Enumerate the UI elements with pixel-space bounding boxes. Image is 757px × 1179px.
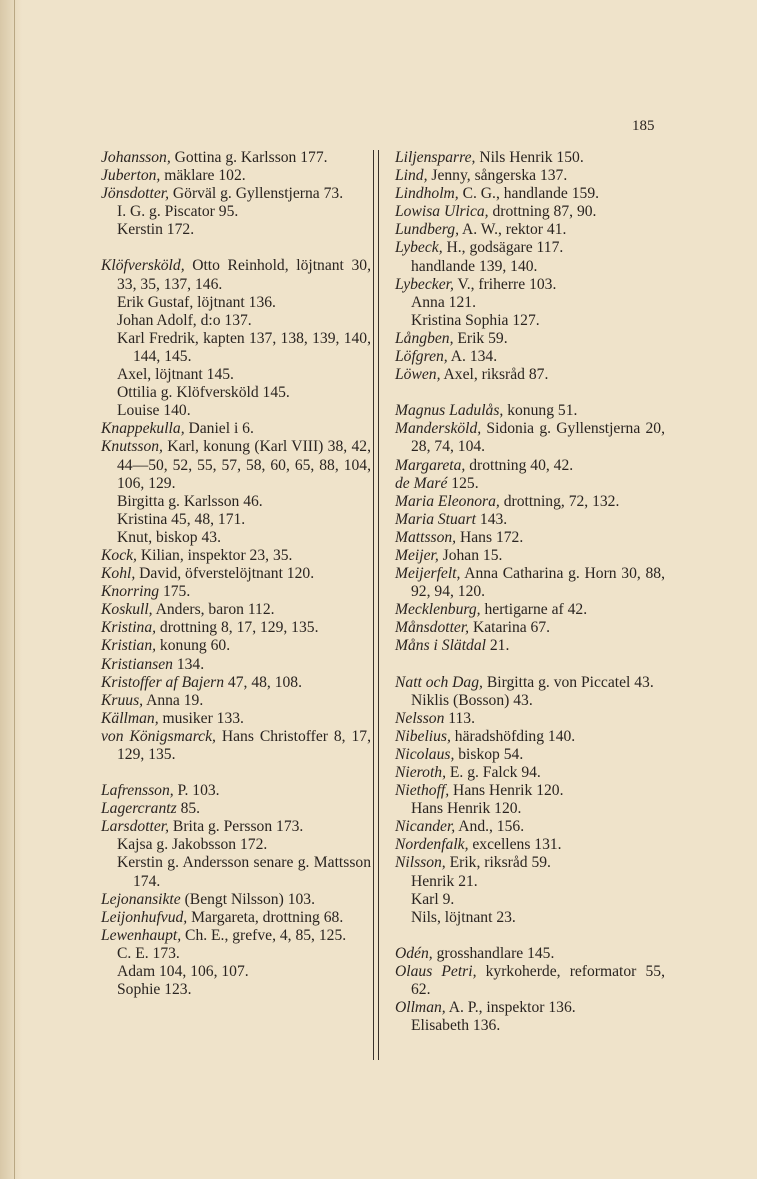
index-entry (395, 276, 665, 294)
index-entry (101, 565, 371, 583)
section-gap (395, 384, 665, 402)
entry-details: H., godsägare 117. (442, 239, 564, 257)
entry-details: hertigarne af 42. (480, 601, 588, 619)
entry-surname: Löfgren, (395, 348, 448, 366)
entry-details: handlande 139, 140. (411, 257, 538, 275)
entry-details: David, öfverstelöjtnant 120. (135, 565, 315, 583)
entry-surname: Margareta, (395, 456, 466, 474)
entry-details: Kerstin 172. (117, 221, 195, 239)
entry-surname: Knorring (101, 583, 160, 601)
entry-details: Margareta, drottning 68. (187, 908, 344, 926)
entry-surname: Månsdotter, (395, 619, 470, 637)
entry-surname: Måns i Slätdal (395, 637, 486, 655)
index-entry (395, 710, 665, 728)
entry-details: A. 134. (447, 348, 498, 366)
entry-surname: Kristoffer af Bajern (101, 673, 225, 691)
entry-surname: Juberton, (101, 167, 161, 185)
entry-surname: Nordenfalk, (395, 836, 469, 854)
entry-surname: Nilsson, (395, 854, 446, 872)
index-entry (395, 420, 665, 456)
index-entry (395, 529, 665, 547)
entry-details: drottning 8, 17, 129, 135. (156, 619, 319, 637)
entry-surname: Magnus Ladulås, (395, 402, 504, 420)
index-entry (101, 601, 371, 619)
index-entry (101, 818, 371, 836)
index-entry (395, 565, 665, 601)
index-entry (395, 999, 665, 1017)
index-entry (395, 511, 665, 529)
index-subentry (101, 312, 371, 330)
index-subentry (395, 1017, 665, 1035)
entry-details: I. G. g. Piscator 95. (117, 203, 239, 221)
entry-surname: Natt och Dag, (395, 673, 483, 691)
entry-details: Johan Adolf, d:o 137. (117, 311, 252, 329)
entry-surname: Lejonansikte (101, 890, 181, 908)
index-entry (101, 420, 371, 438)
entry-details: Nils Henrik 150. (475, 149, 584, 166)
index-entry (395, 619, 665, 637)
entry-details: Birgitta g. Karlsson 46. (117, 492, 263, 510)
entry-surname: Maria Eleonora, (395, 492, 500, 510)
entry-surname: Mattsson, (395, 528, 457, 546)
entry-surname: Nieroth, (395, 764, 446, 781)
index-entry (395, 746, 665, 764)
entry-details: Kajsa g. Jakobsson 172. (117, 836, 268, 854)
entry-surname: Nicander, (395, 818, 456, 836)
index-entry (101, 619, 371, 637)
entry-surname: Maria Stuart (395, 510, 477, 528)
index-entry (101, 149, 371, 167)
entry-details: Elisabeth 136. (411, 1017, 501, 1035)
entry-surname: Koskull, (101, 601, 153, 619)
entry-details: grosshandlare 145. (432, 944, 555, 962)
entry-details: Ch. E., grefve, 4, 85, 125. (181, 926, 347, 944)
entry-details: Anna 19. (143, 691, 204, 709)
entry-details: Katarina 67. (469, 619, 551, 637)
entry-details: Kilian, inspektor 23, 35. (136, 546, 293, 564)
entry-details: 47, 48, 108. (224, 673, 302, 691)
entry-surname: Meijerfelt, (395, 565, 461, 583)
entry-surname: Nibelius, (395, 727, 451, 745)
entry-surname: Niethoff, (395, 782, 450, 800)
entry-surname: Källman, (101, 709, 159, 727)
index-subentry (101, 294, 371, 312)
section-gap (395, 656, 665, 674)
entry-details: Niklis (Bosson) 43. (411, 691, 533, 709)
entry-surname: Kohl, (101, 565, 136, 583)
entry-surname: Odén, (395, 944, 433, 962)
entry-details: 134. (172, 655, 205, 673)
index-subentry (101, 529, 371, 547)
entry-details: konung 60. (156, 637, 231, 655)
entry-details: And., 156. (455, 818, 525, 836)
index-entry (395, 457, 665, 475)
gutter-fold-line (14, 0, 15, 1179)
index-entry (395, 185, 665, 203)
entry-surname: Mecklenburg, (395, 601, 481, 619)
index-entry (101, 257, 371, 293)
section-gap (101, 239, 371, 257)
entry-details: 125. (447, 474, 479, 492)
index-entry (101, 583, 371, 601)
entry-details: Hans 172. (456, 528, 524, 546)
entry-details: Ottilia g. Klöfversköld 145. (117, 384, 290, 402)
entry-surname: Lowisa Ulrica, (395, 203, 489, 221)
entry-surname: Jönsdotter, (101, 185, 170, 203)
entry-details: Kerstin g. Andersson senare g. Mattsson 174. (117, 854, 371, 890)
index-subentry (101, 366, 371, 384)
index-subentry (395, 800, 665, 818)
entry-details: Kristina 45, 48, 171. (117, 510, 246, 528)
entry-details: Knut, biskop 43. (117, 528, 221, 546)
entry-surname: Kruus, (101, 691, 144, 709)
index-subentry (395, 909, 665, 927)
entry-surname: Ollman, (395, 999, 446, 1017)
index-entry (101, 909, 371, 927)
index-entry (395, 764, 665, 782)
entry-surname: Lybeck, (395, 239, 443, 257)
entry-surname: von Königsmarck, (101, 727, 216, 745)
entry-details: Jenny, sångerska 137. (427, 167, 568, 185)
entry-details: Otto Reinhold, löjtnant 30, 33, 35, 137, 146. (117, 257, 371, 293)
book-gutter (0, 0, 22, 1179)
index-entry (101, 637, 371, 655)
entry-surname: Mandersköld, (395, 420, 482, 438)
entry-details: A. P., inspektor 136. (445, 999, 576, 1017)
index-entry (101, 438, 371, 492)
entry-details: Hans Henrik 120. (411, 800, 522, 818)
entry-details: A. W., rektor 41. (458, 221, 567, 239)
entry-details: Birgitta g. von Piccatel 43. (482, 673, 654, 691)
index-subentry (101, 511, 371, 529)
entry-surname: Larsdotter, (101, 818, 170, 836)
index-entry (395, 149, 665, 167)
index-entry (101, 800, 371, 818)
entry-details: biskop 54. (454, 745, 524, 763)
index-subentry (101, 384, 371, 402)
entry-details: musiker 133. (158, 709, 244, 727)
index-entry (395, 818, 665, 836)
index-entry (395, 167, 665, 185)
entry-details: Henrik 21. (411, 872, 478, 890)
entry-details: P. 103. (173, 782, 220, 800)
index-entry (395, 239, 665, 257)
entry-details: E. g. Falck 94. (445, 764, 541, 781)
entry-details: 21. (485, 637, 510, 655)
entry-details: Axel, riksråd 87. (440, 366, 549, 384)
entry-details: 113. (444, 709, 475, 727)
entry-details: konung 51. (503, 402, 578, 420)
entry-details: Kristina Sophia 127. (411, 311, 540, 329)
index-entry (395, 674, 665, 692)
index-subentry (395, 312, 665, 330)
entry-details: Erik, riksråd 59. (445, 854, 551, 872)
entry-details: drottning 40, 42. (465, 456, 574, 474)
section-gap (101, 764, 371, 782)
entry-details: Anna Catharina g. Horn 30, 88, 92, 94, 120. (411, 565, 665, 601)
index-entry (395, 782, 665, 800)
index-subentry (395, 294, 665, 312)
entry-surname: Lindholm, (395, 185, 459, 203)
entry-surname: Knappekulla, (101, 420, 185, 438)
index-entry (395, 221, 665, 239)
page-number: 185 (632, 118, 655, 134)
index-subentry (101, 402, 371, 420)
entry-details: 143. (476, 510, 508, 528)
index-subentry (395, 692, 665, 710)
index-entry (395, 728, 665, 746)
entry-details: drottning, 72, 132. (499, 492, 620, 510)
entry-details: Hans Christoffer 8, 17, 129, 135. (117, 727, 371, 763)
index-entry (101, 656, 371, 674)
entry-details: drottning 87, 90. (488, 203, 597, 221)
entry-surname: Nelsson (395, 709, 445, 727)
entry-surname: Klöfversköld, (101, 257, 185, 275)
entry-details: (Bengt Nilsson) 103. (180, 890, 315, 908)
entry-details: Anna 121. (411, 293, 476, 311)
index-entry (101, 185, 371, 203)
index-subentry (101, 493, 371, 511)
index-entry (395, 366, 665, 384)
entry-details: Karl Fredrik, kapten 137, 138, 139, 140, 144, 145. (117, 329, 371, 365)
entry-details: Louise 140. (117, 402, 191, 420)
entry-details: excellens 131. (468, 836, 562, 854)
entry-details: C. E. 173. (117, 944, 180, 962)
index-entry (101, 710, 371, 728)
index-subentry (101, 221, 371, 239)
entry-surname: Löwen, (395, 366, 441, 384)
index-subentry (395, 891, 665, 909)
entry-details: Nils, löjtnant 23. (411, 908, 516, 926)
index-subentry (101, 854, 371, 890)
entry-details: mäklare 102. (160, 167, 246, 185)
entry-surname: Knutsson, (101, 438, 163, 456)
entry-surname: Lundberg, (395, 221, 459, 239)
entry-surname: Leijonhufvud, (101, 908, 188, 926)
index-entry (395, 945, 665, 963)
index-entry (395, 637, 665, 655)
index-entry (395, 601, 665, 619)
entry-details: V., friherre 103. (453, 275, 557, 293)
entry-details: Görväl g. Gyllenstjerna 73. (169, 185, 344, 203)
index-entry (395, 402, 665, 420)
entry-surname: Lind, (395, 167, 428, 185)
index-entry (395, 854, 665, 872)
entry-details: Karl, konung (Karl VIII) 38, 42, 44—50, 52, 55, 57, 58, 60, 65, 88, 104, 106, 129. (117, 438, 371, 492)
entry-surname: de Maré (395, 474, 448, 492)
index-entry (101, 692, 371, 710)
entry-details: Daniel i 6. (184, 420, 254, 438)
entry-surname: Kristiansen (101, 655, 173, 673)
index-subentry (101, 981, 371, 999)
index-subentry (395, 258, 665, 276)
index-entry (395, 475, 665, 493)
index-entry (101, 547, 371, 565)
column-divider (373, 150, 379, 1060)
entry-details: Sidonia g. Gyllenstjerna 20, 28, 74, 104. (411, 420, 665, 456)
section-gap (395, 927, 665, 945)
entry-surname: Kock, (101, 546, 137, 564)
entry-details: Johan 15. (438, 546, 503, 564)
index-subentry (101, 330, 371, 366)
index-entry (101, 891, 371, 909)
entry-surname: Långben, (395, 329, 454, 347)
entry-surname: Nicolaus, (395, 745, 455, 763)
entry-surname: Kristian, (101, 637, 157, 655)
entry-details: Brita g. Persson 173. (169, 818, 304, 836)
entry-details: Axel, löjtnant 145. (117, 366, 234, 384)
index-subentry (101, 203, 371, 221)
index-entry (395, 330, 665, 348)
entry-surname: Lewenhaupt, (101, 926, 182, 944)
entry-surname: Lafrensson, (101, 782, 174, 800)
index-entry (101, 927, 371, 945)
index-entry (395, 836, 665, 854)
entry-details: Hans Henrik 120. (449, 782, 564, 800)
index-subentry (101, 945, 371, 963)
index-entry (395, 547, 665, 565)
entry-details: Erik 59. (453, 329, 508, 347)
entry-surname: Liljensparre, (395, 149, 476, 166)
index-subentry (101, 963, 371, 981)
entry-surname: Lagercrantz (101, 800, 177, 818)
index-entry (101, 728, 371, 764)
entry-surname: Johansson, (101, 149, 171, 166)
index-column-right (395, 149, 665, 1035)
index-entry (395, 493, 665, 511)
index-entry (101, 782, 371, 800)
entry-details: Karl 9. (411, 890, 455, 908)
entry-details: Adam 104, 106, 107. (117, 963, 249, 981)
index-subentry (101, 836, 371, 854)
entry-details: Erik Gustaf, löjtnant 136. (117, 293, 276, 311)
index-entry (395, 963, 665, 999)
entry-details: kyrkoherde, reformator 55, 62. (411, 962, 665, 999)
entry-details: 85. (176, 800, 201, 818)
entry-details: Gottina g. Karlsson 177. (170, 149, 328, 166)
index-subentry (395, 873, 665, 891)
entry-surname: Kristina, (101, 619, 157, 637)
index-entry (101, 674, 371, 692)
entry-surname: Lybecker, (395, 275, 454, 293)
entry-details: Anders, baron 112. (152, 601, 275, 619)
entry-surname: Meijer, (395, 546, 439, 564)
index-entry (101, 167, 371, 185)
entry-details: C. G., handlande 159. (458, 185, 600, 203)
entry-details: 175. (159, 583, 191, 601)
entry-details: Sophie 123. (117, 981, 192, 999)
entry-surname: Olaus Petri, (395, 962, 477, 980)
entry-details: häradshöfding 140. (450, 727, 576, 745)
index-entry (395, 203, 665, 221)
index-column-left (101, 149, 371, 999)
index-entry (395, 348, 665, 366)
